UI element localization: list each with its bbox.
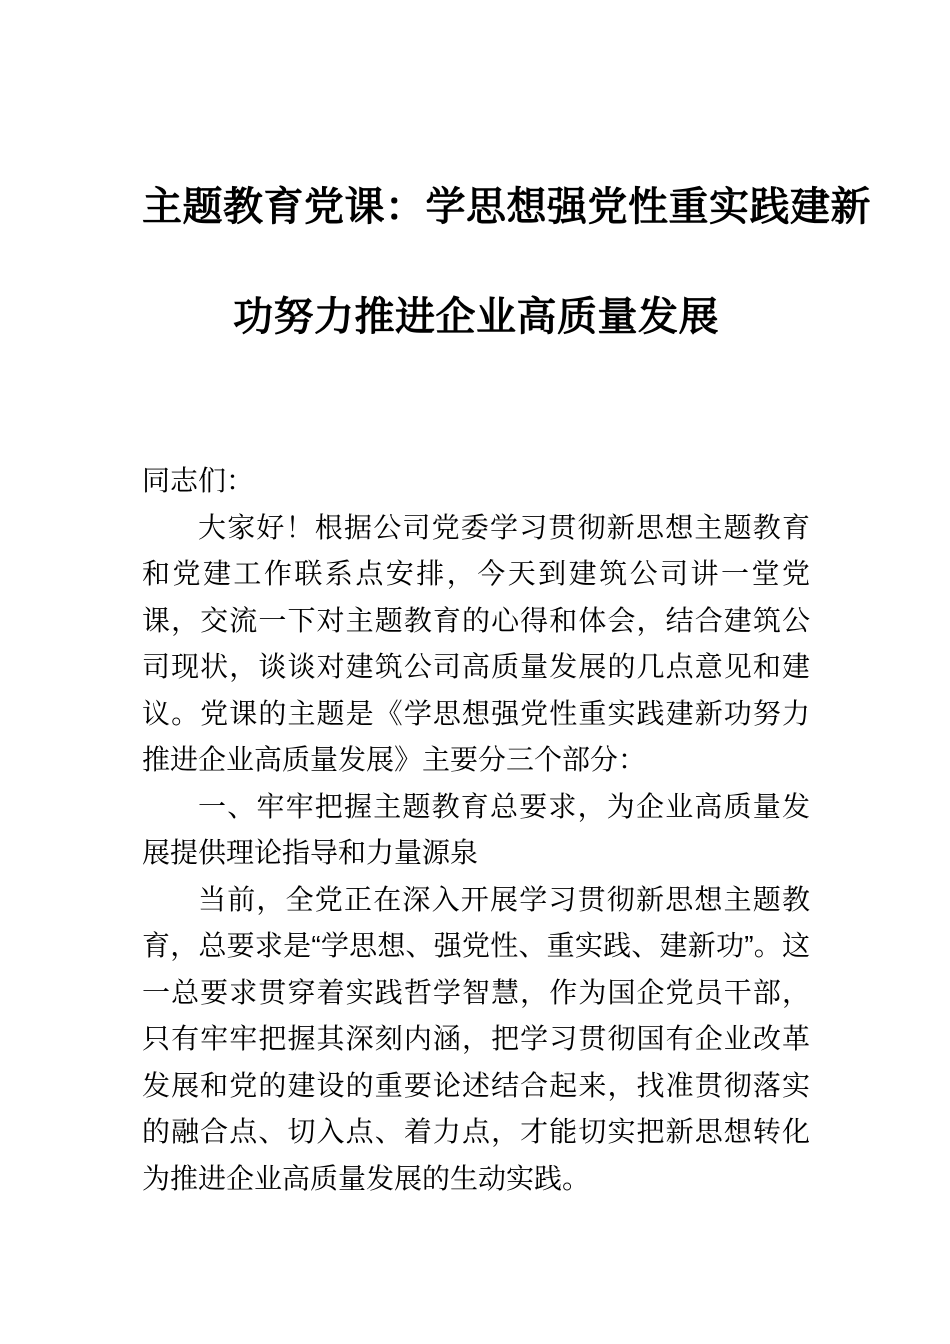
page-title bbox=[142, 0, 871, 372]
paragraph-opening: 大家好！根据公司党委学习贯彻新思想主题教育和党建工作联系点安排，今天到建筑公司讲一堂党课，交流一下对主题教育的心得和体会，结合建筑公司现状，谈谈对建筑公司高质量发展的几点意见和建议。党课的主题是《学思想强党性重实践建新功努力推进企业高质量发展》主要分三个部分： bbox=[142, 511, 810, 775]
page-title-line-2: 功努力推进企业高质量发展 bbox=[233, 295, 719, 339]
section-heading-one: 一、牢牢把握主题教育总要求，为企业高质量发展提供理论指导和力量源泉 bbox=[142, 790, 810, 868]
document-body bbox=[142, 458, 810, 1202]
section-one-paragraph: 当前，全党正在深入开展学习贯彻新思想主题教育，总要求是“学思想、强党性、重实践、建新功”。这一总要求贯穿着实践哲学智慧，作为国企党员干部，只有牢牢把握其深刻内涵，把学习贯彻国有企业改革发展和党的建设的重要论述结合起来，找准贯彻落实的融合点、切入点、着力点，才能切实把新思想转化为推进企业高质量发展的生动实践。 bbox=[142, 883, 810, 1194]
document-content-column bbox=[142, 0, 871, 1202]
salutation: 同志们： bbox=[142, 465, 255, 496]
page-title-line-1: 主题教育党课：学思想强党性重实践建新 bbox=[142, 185, 871, 229]
